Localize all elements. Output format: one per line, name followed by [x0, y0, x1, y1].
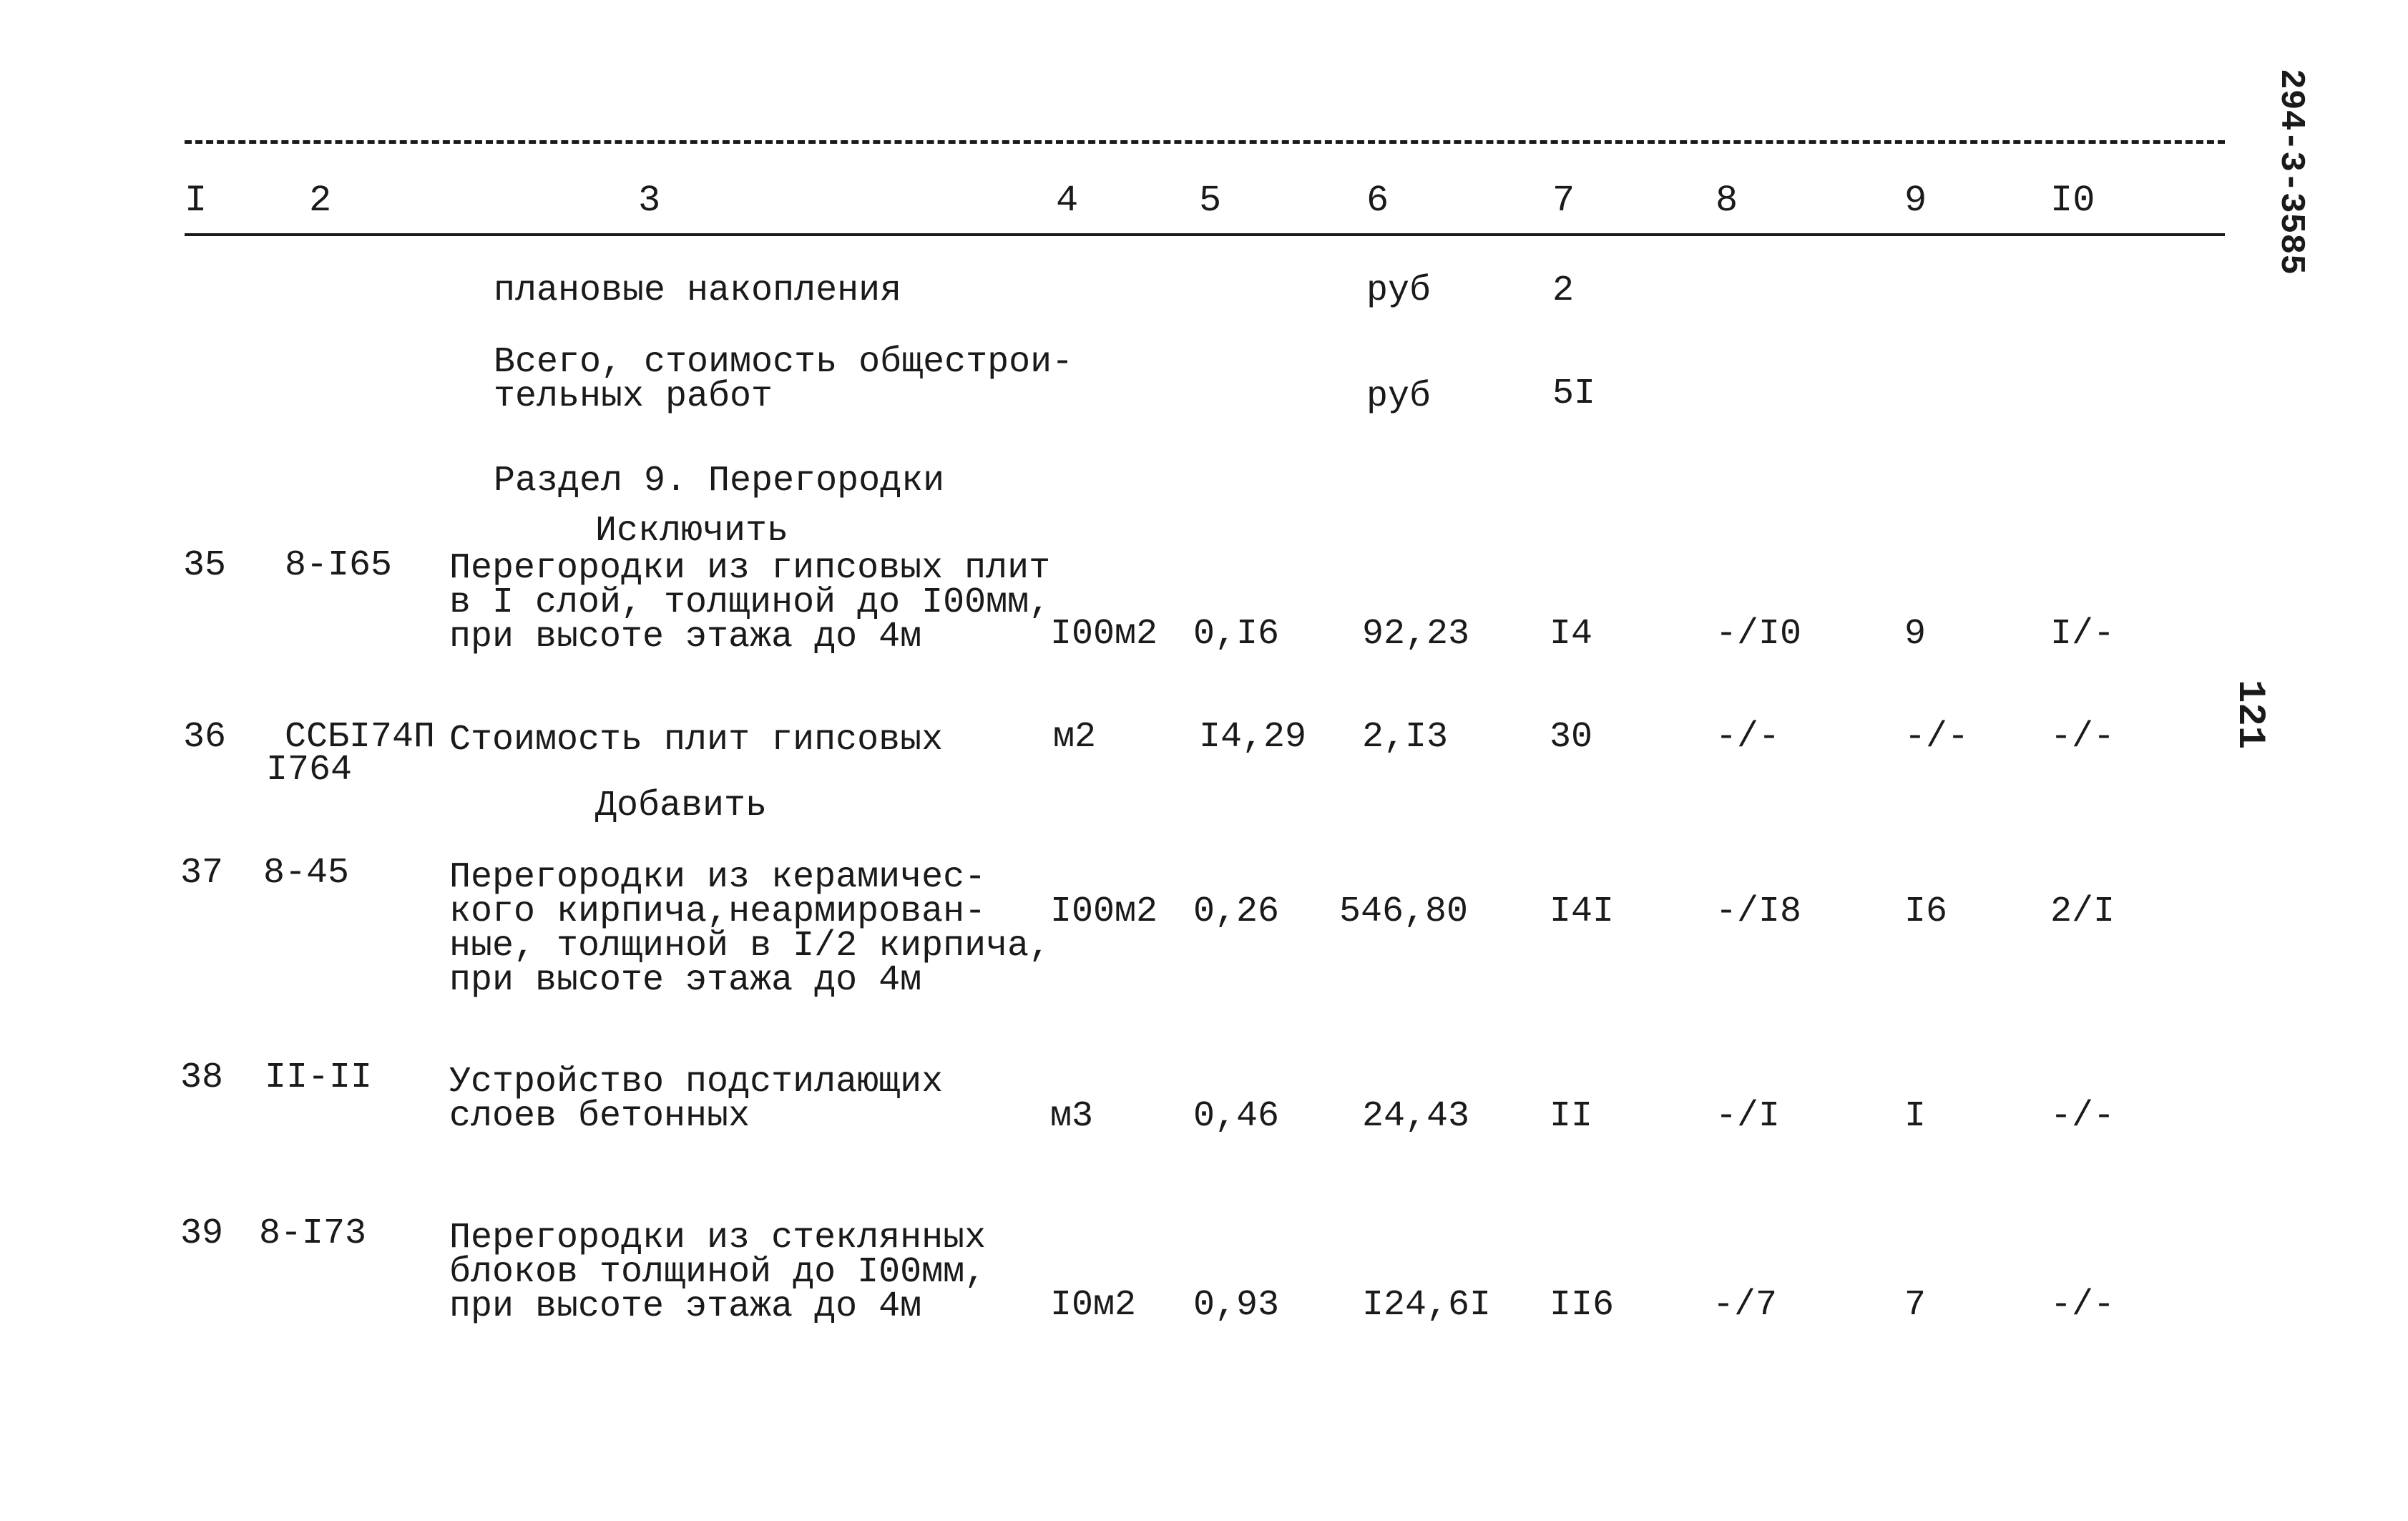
cell-col10: -/-	[2050, 717, 2115, 758]
col-header-9: 9	[1904, 180, 1927, 222]
header-bottom-rule	[185, 233, 2225, 236]
section-heading: Раздел 9. Перегородки	[494, 461, 945, 502]
cell-col8: -/7	[1713, 1285, 1778, 1326]
col-header-3: 3	[638, 180, 661, 222]
page-number: 121	[2228, 680, 2271, 750]
cell-unit: I00м2	[1050, 891, 1158, 932]
cell-quantity: 0,26	[1193, 891, 1280, 932]
cell-quantity: 0,93	[1193, 1285, 1280, 1326]
norm-code: 8-45	[263, 853, 350, 894]
row-total-value: 5I	[1552, 373, 1596, 414]
row-number: 37	[180, 853, 224, 894]
cell-col9: 9	[1904, 614, 1927, 655]
cell-unit-cost: 2,I3	[1362, 717, 1449, 758]
col-header-5: 5	[1199, 180, 1222, 222]
cell-quantity: I4,29	[1199, 717, 1307, 758]
cell-quantity: 0,I6	[1193, 614, 1280, 655]
col-header-10: I0	[2050, 180, 2095, 222]
cell-total: II	[1550, 1096, 1593, 1137]
cell-total: II6	[1550, 1285, 1615, 1326]
cell-total: I4	[1550, 614, 1593, 655]
work-name-line: кого кирпича,неармирован-	[449, 891, 987, 932]
cell-unit: I0м2	[1050, 1285, 1137, 1326]
work-name-line: Перегородки из гипсовых плит	[449, 548, 1051, 589]
work-name-line: слоев бетонных	[449, 1096, 750, 1137]
col-header-2: 2	[309, 180, 332, 222]
work-name-line: Перегородки из стеклянных	[449, 1218, 987, 1258]
cell-col8: -/I8	[1716, 891, 1802, 932]
work-name-line: Перегородки из керамичес-	[449, 857, 987, 898]
document-code: 294-3-3585	[2271, 69, 2310, 275]
col-header-7: 7	[1552, 180, 1575, 222]
row-number: 38	[180, 1057, 224, 1098]
cell-unit: м2	[1053, 717, 1097, 758]
col-header-4: 4	[1056, 180, 1079, 222]
cell-col8: -/I	[1716, 1096, 1781, 1137]
work-name-line: блоков толщиной до I00мм,	[449, 1252, 987, 1293]
cell-col9: I6	[1904, 891, 1948, 932]
cell-unit: м3	[1050, 1096, 1094, 1137]
cell-col9: -/-	[1904, 717, 1969, 758]
header-top-rule	[185, 140, 2225, 144]
row-total-name-line2: тельных работ	[494, 376, 773, 417]
work-name-line: Стоимость плит гипсовых	[449, 720, 944, 760]
cell-col10: 2/I	[2050, 891, 2115, 932]
subheading-exclude: Исключить	[595, 511, 789, 552]
cell-col9: I	[1904, 1096, 1927, 1137]
cell-unit: I00м2	[1050, 614, 1158, 655]
cell-total: I4I	[1550, 891, 1615, 932]
cell-col10: -/-	[2050, 1285, 2115, 1326]
cell-col10: I/-	[2050, 614, 2115, 655]
work-name-line: Устройство подстилающих	[449, 1062, 944, 1102]
norm-code: ССБI74П	[285, 717, 436, 758]
row-plan-savings-unit: руб	[1366, 270, 1431, 311]
cell-unit-cost: 92,23	[1362, 614, 1470, 655]
cell-col9: 7	[1904, 1285, 1927, 1326]
row-number: 35	[183, 545, 227, 586]
row-plan-savings-name: плановые накопления	[494, 270, 902, 311]
cell-unit-cost: 24,43	[1362, 1096, 1470, 1137]
col-header-6: 6	[1366, 180, 1389, 222]
cell-col10: -/-	[2050, 1096, 2115, 1137]
cell-col8: -/I0	[1716, 614, 1802, 655]
work-name-line: в I слой, толщиной до I00мм,	[449, 582, 1051, 623]
row-plan-savings-value: 2	[1552, 270, 1575, 311]
subheading-add: Добавить	[595, 786, 768, 826]
norm-code-line2: I764	[266, 750, 353, 791]
norm-code: 8-I73	[259, 1213, 367, 1254]
norm-code: II-II	[265, 1057, 373, 1098]
work-name-line: при высоте этажа до 4м	[449, 960, 922, 1001]
row-total-name-line1: Всего, стоимость общестрои-	[494, 342, 1074, 383]
col-header-8: 8	[1716, 180, 1738, 222]
row-total-unit: руб	[1366, 376, 1431, 417]
cell-unit-cost: I24,6I	[1362, 1285, 1492, 1326]
cell-unit-cost: 546,80	[1339, 891, 1469, 932]
cell-total: 30	[1550, 717, 1593, 758]
row-number: 39	[180, 1213, 224, 1254]
col-header-1: I	[185, 180, 207, 222]
work-name-line: при высоте этажа до 4м	[449, 1286, 922, 1327]
row-number: 36	[183, 717, 227, 758]
cell-col8: -/-	[1716, 717, 1781, 758]
work-name-line: при высоте этажа до 4м	[449, 617, 922, 657]
norm-code: 8-I65	[285, 545, 393, 586]
cell-quantity: 0,46	[1193, 1096, 1280, 1137]
work-name-line: ные, толщиной в I/2 кирпича,	[449, 926, 1051, 967]
